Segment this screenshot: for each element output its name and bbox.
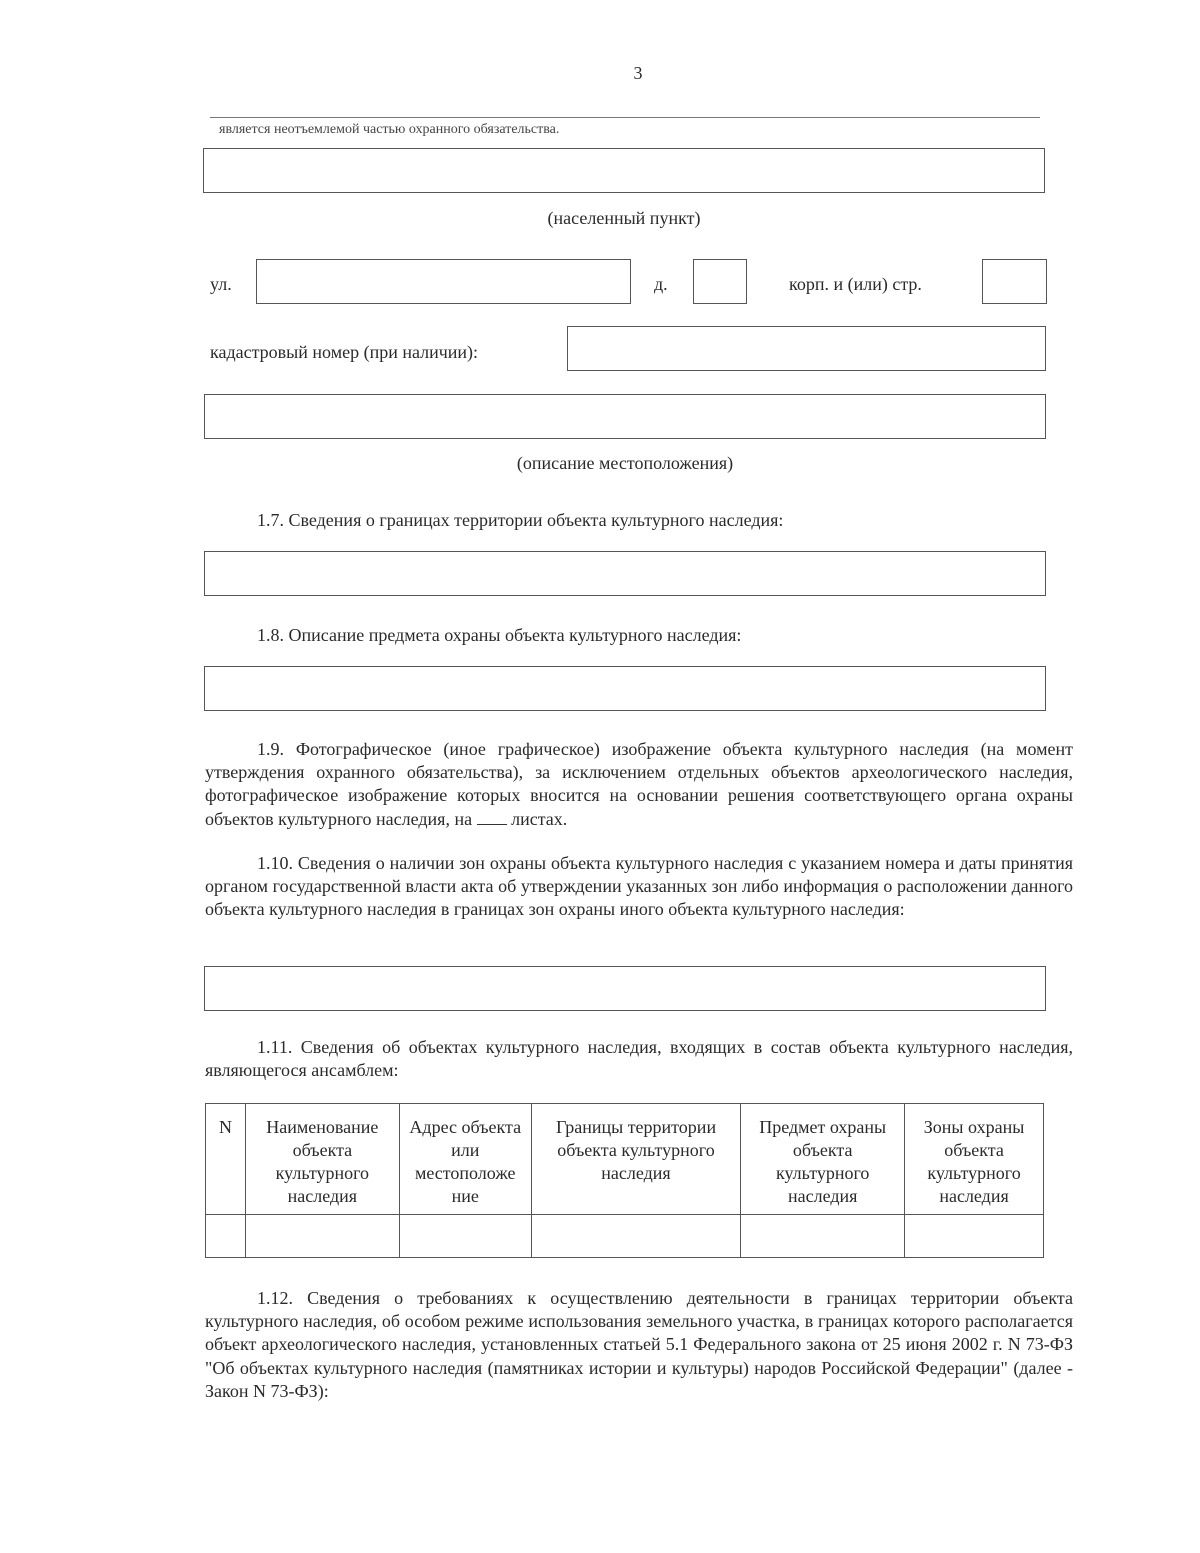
section-1-8-heading: 1.8. Описание предмета охраны объекта культурного наследия: <box>257 625 742 645</box>
street-label: ул. <box>210 274 232 294</box>
top-note: является неотъемлемой частью охранного обязательства. <box>219 122 560 137</box>
column-header-protection-subject: Предмет охраны объекта культурного наследия <box>741 1104 905 1215</box>
street-field[interactable] <box>256 259 631 304</box>
section-1-9-tail: листах. <box>511 808 568 829</box>
table-cell[interactable] <box>206 1215 246 1258</box>
section-1-11-paragraph: 1.11. Сведения об объектах культурного наследия, входящих в состав объекта культурного наследия, являющегося ансамблем: <box>205 1037 1073 1081</box>
table-cell[interactable] <box>399 1215 531 1258</box>
locality-field[interactable] <box>203 148 1045 193</box>
table-cell[interactable] <box>905 1215 1044 1258</box>
page-number: 3 <box>633 63 643 83</box>
house-field[interactable] <box>693 259 747 304</box>
column-header-protection-zones: Зоны охраны объекта культурного наследия <box>905 1104 1044 1215</box>
top-rule <box>210 117 1040 118</box>
column-header-boundaries: Границы территории объекта культурного наследия <box>531 1104 741 1215</box>
section-1-7-heading: 1.7. Сведения о границах территории объекта культурного наследия: <box>257 510 784 530</box>
column-header-name: Наименование объекта культурного наследия <box>245 1104 399 1215</box>
location-caption: (описание местоположения) <box>516 453 734 473</box>
sheets-count-blank[interactable] <box>477 810 507 825</box>
location-field[interactable] <box>204 394 1046 439</box>
protection-zones-field[interactable] <box>204 966 1046 1011</box>
table-cell[interactable] <box>245 1215 399 1258</box>
house-label: д. <box>654 274 668 294</box>
table-cell[interactable] <box>531 1215 741 1258</box>
section-1-9-paragraph <box>205 738 1073 831</box>
section-1-9-text: 1.9. Фотографическое (иное графическое) изображение объекта культурного наследия (на момент утверждения охранного обязательства), за исключением отдельных объектов археологического наследия, фотографическое изображение которых вносится на основании решения соответствующего органа охраны объектов культурного наследия, на <box>205 739 1073 829</box>
cadastral-label: кадастровый номер (при наличии): <box>210 342 479 362</box>
protection-subject-field[interactable] <box>204 666 1046 711</box>
column-header-number: N <box>206 1104 246 1215</box>
column-header-address: Адрес объекта или местоположе ние <box>399 1104 531 1215</box>
section-1-12-paragraph: 1.12. Сведения о требованиях к осуществлению деятельности в границах территории объекта культурного наследия, об особом режиме использования земельного участка, в границах которого располагается объект археологического наследия, установленных статьей 5.1 Федерального закона от 25 июня 2002 г. N 73-ФЗ "Об объектах культурного наследия (памятниках истории и культуры) народов Российской Федерации" (далее - Закон N 73-ФЗ): <box>205 1288 1073 1401</box>
locality-caption: (населенный пункт) <box>547 208 701 228</box>
cadastral-field[interactable] <box>567 326 1046 371</box>
table-cell[interactable] <box>741 1215 905 1258</box>
table-row <box>206 1215 1044 1258</box>
table-header-row <box>206 1104 1044 1215</box>
boundaries-field[interactable] <box>204 551 1046 596</box>
building-label: корп. и (или) стр. <box>789 274 922 294</box>
section-1-10-paragraph: 1.10. Сведения о наличии зон охраны объекта культурного наследия с указанием номера и даты принятия органом государственной власти акта об утверждении указанных зон либо информация о расположении данного объекта культурного наследия в границах зон охраны иного объекта культурного наследия: <box>205 853 1073 920</box>
building-field[interactable] <box>982 259 1047 304</box>
ensemble-table <box>205 1103 1044 1258</box>
